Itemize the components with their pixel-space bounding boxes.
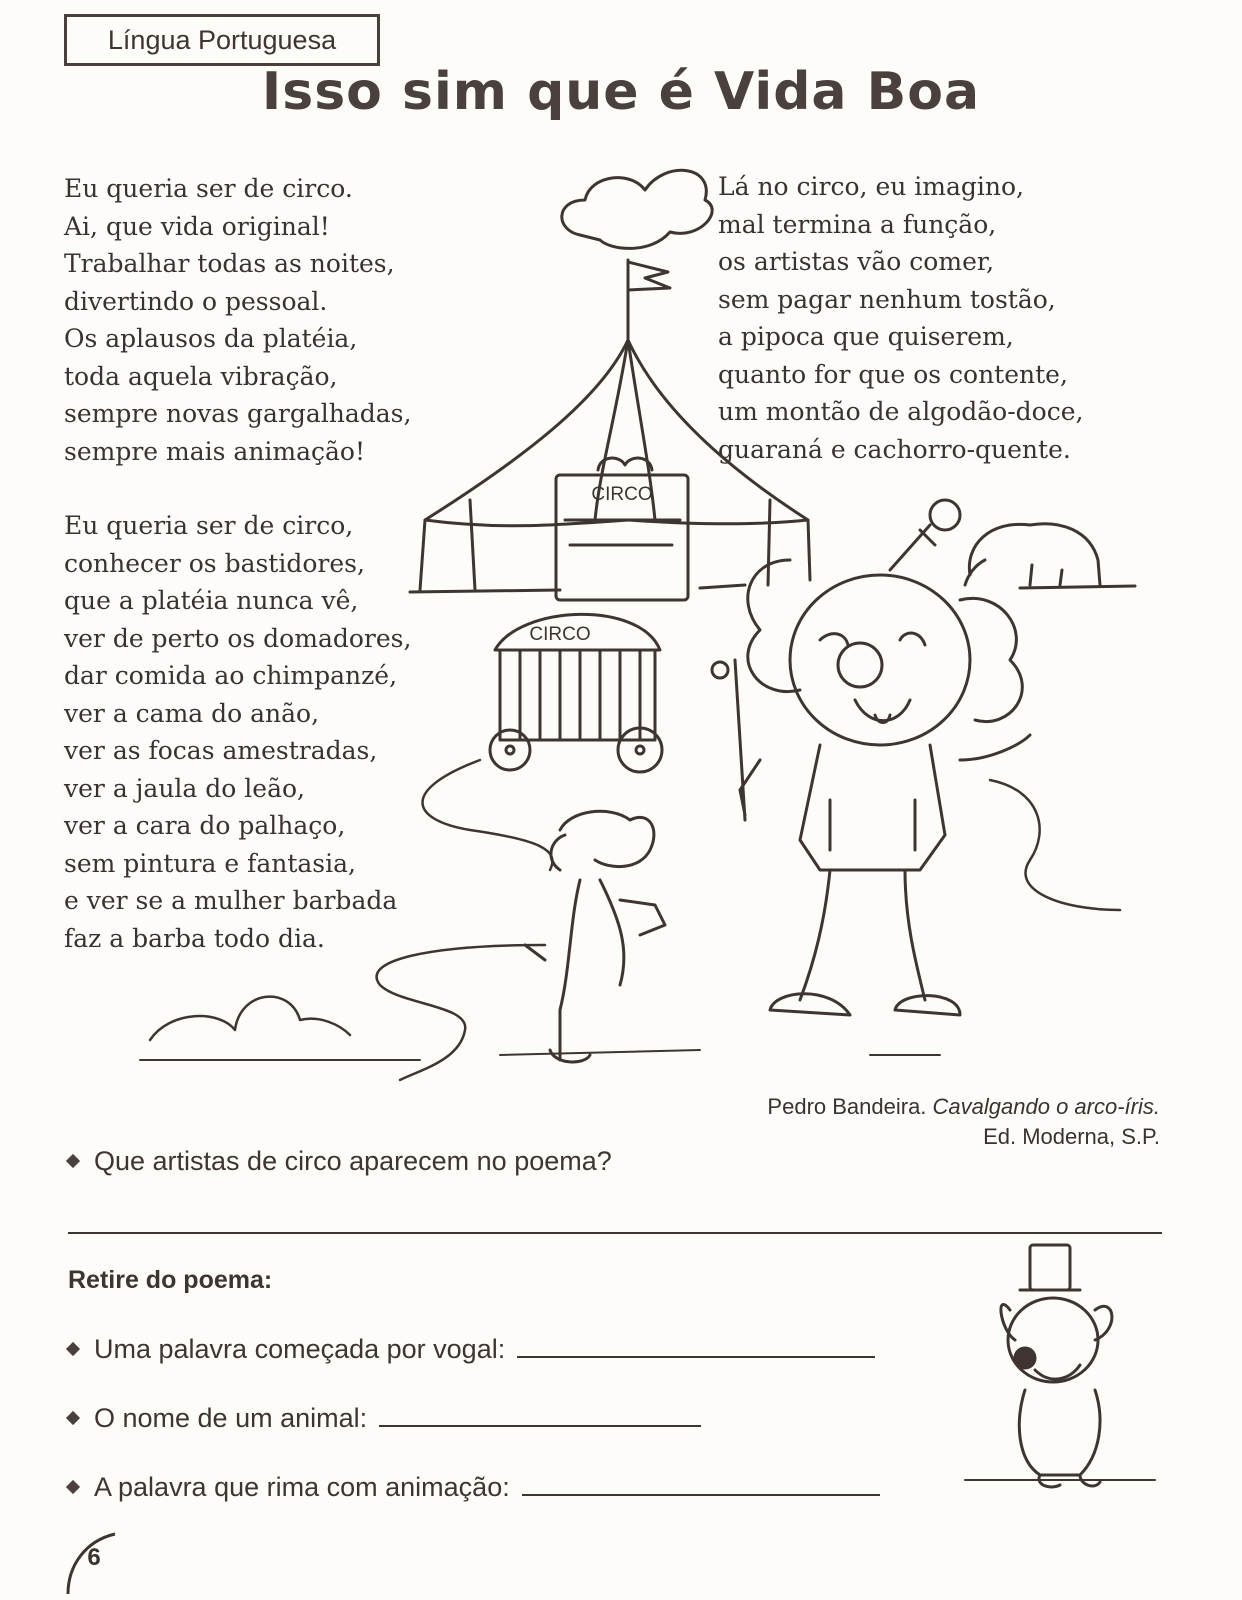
credit-author: Pedro Bandeira. [767, 1094, 927, 1119]
poem-line: Trabalhar todas as noites, [64, 249, 395, 278]
page-number: 6 [87, 1544, 101, 1571]
poem-line: guaraná e cachorro-quente. [718, 434, 1071, 464]
poem-line: ver a cama do anão, [64, 698, 320, 728]
circus-tent [420, 340, 810, 600]
poem-line: faz a barba todo dia. [64, 923, 325, 953]
poem-credit [767, 1092, 1160, 1152]
poem-line: Eu queria ser de circo, [64, 511, 354, 540]
poem-line: toda aquela vibração, [64, 361, 338, 391]
clown-illustration [712, 500, 1030, 1015]
credit-book: Cavalgando o arco-íris. [932, 1094, 1160, 1119]
poem-line: sempre novas gargalhadas, [64, 399, 412, 428]
answer-line-1[interactable] [68, 1232, 1162, 1234]
poem-line: mal termina a função, [718, 209, 997, 239]
wagon-sign: CIRCO [529, 624, 591, 645]
answer-field-1[interactable] [517, 1336, 875, 1358]
poem-line: a pipoca que quiserem, [718, 322, 1014, 351]
exercise-item-2-text: O nome de um animal: [94, 1403, 368, 1433]
poem-line: os artistas vão comer, [718, 247, 995, 276]
poem-line: divertindo o pessoal. [64, 286, 328, 316]
exercise-item-3 [68, 1472, 880, 1503]
credit-publisher: Ed. Moderna, S.P. [983, 1124, 1160, 1149]
poem-line: e ver se a mulher barbada [64, 886, 398, 915]
poem-line: que a platéia nunca vê, [64, 586, 359, 615]
section-title: Retire do poema: [68, 1266, 273, 1294]
subject-label: Língua Portuguesa [64, 14, 380, 66]
poem-line: sempre mais animação! [64, 436, 366, 466]
poem-line: sem pintura e fantasia, [64, 848, 356, 878]
exercise-item-3-text: A palavra que rima com animação: [94, 1472, 510, 1502]
poem-line: ver a jaula do leão, [64, 773, 305, 803]
poem-line: Os aplausos da platéia, [64, 324, 358, 353]
dog-with-hat-illustration [955, 1240, 1175, 1500]
bullet-icon [66, 1480, 80, 1494]
poem-line: dar comida ao chimpanzé, [64, 661, 398, 690]
page-title: Isso sim que é Vida Boa [261, 62, 981, 122]
circus-wagon [490, 614, 662, 772]
poem-line: sem pagar nenhum tostão, [718, 284, 1056, 314]
bullet-icon [66, 1411, 80, 1425]
poem-line: um montão de algodão-doce, [718, 397, 1084, 426]
poem-line: ver a cara do palhaço, [64, 811, 346, 840]
poem-line: Eu queria ser de circo. [64, 174, 353, 203]
poem-line: ver as focas amestradas, [64, 736, 378, 765]
answer-field-2[interactable] [379, 1405, 701, 1427]
tent-sign: CIRCO [591, 484, 653, 505]
poem-line: Lá no circo, eu imagino, [718, 172, 1024, 201]
poem-line: conhecer os bastidores, [64, 548, 365, 578]
bullet-icon [66, 1342, 80, 1356]
question-1-text: Que artistas de circo aparecem no poema? [94, 1146, 612, 1176]
exercise-item-1 [68, 1334, 875, 1365]
bush-icon [150, 997, 350, 1040]
question-1 [68, 1146, 612, 1177]
answer-field-3[interactable] [522, 1474, 880, 1496]
poem-line: quanto for que os contente, [718, 359, 1068, 389]
cloud-icon [562, 170, 712, 248]
poem-line: ver de perto os domadores, [64, 623, 412, 653]
exercise-item-2 [68, 1403, 701, 1434]
poem-line: Ai, que vida original! [64, 211, 330, 241]
elephant-icon [965, 524, 1100, 585]
bullet-icon [66, 1154, 80, 1168]
exercise-item-1-text: Uma palavra começada por vogal: [94, 1334, 506, 1364]
flag-icon [628, 260, 670, 340]
